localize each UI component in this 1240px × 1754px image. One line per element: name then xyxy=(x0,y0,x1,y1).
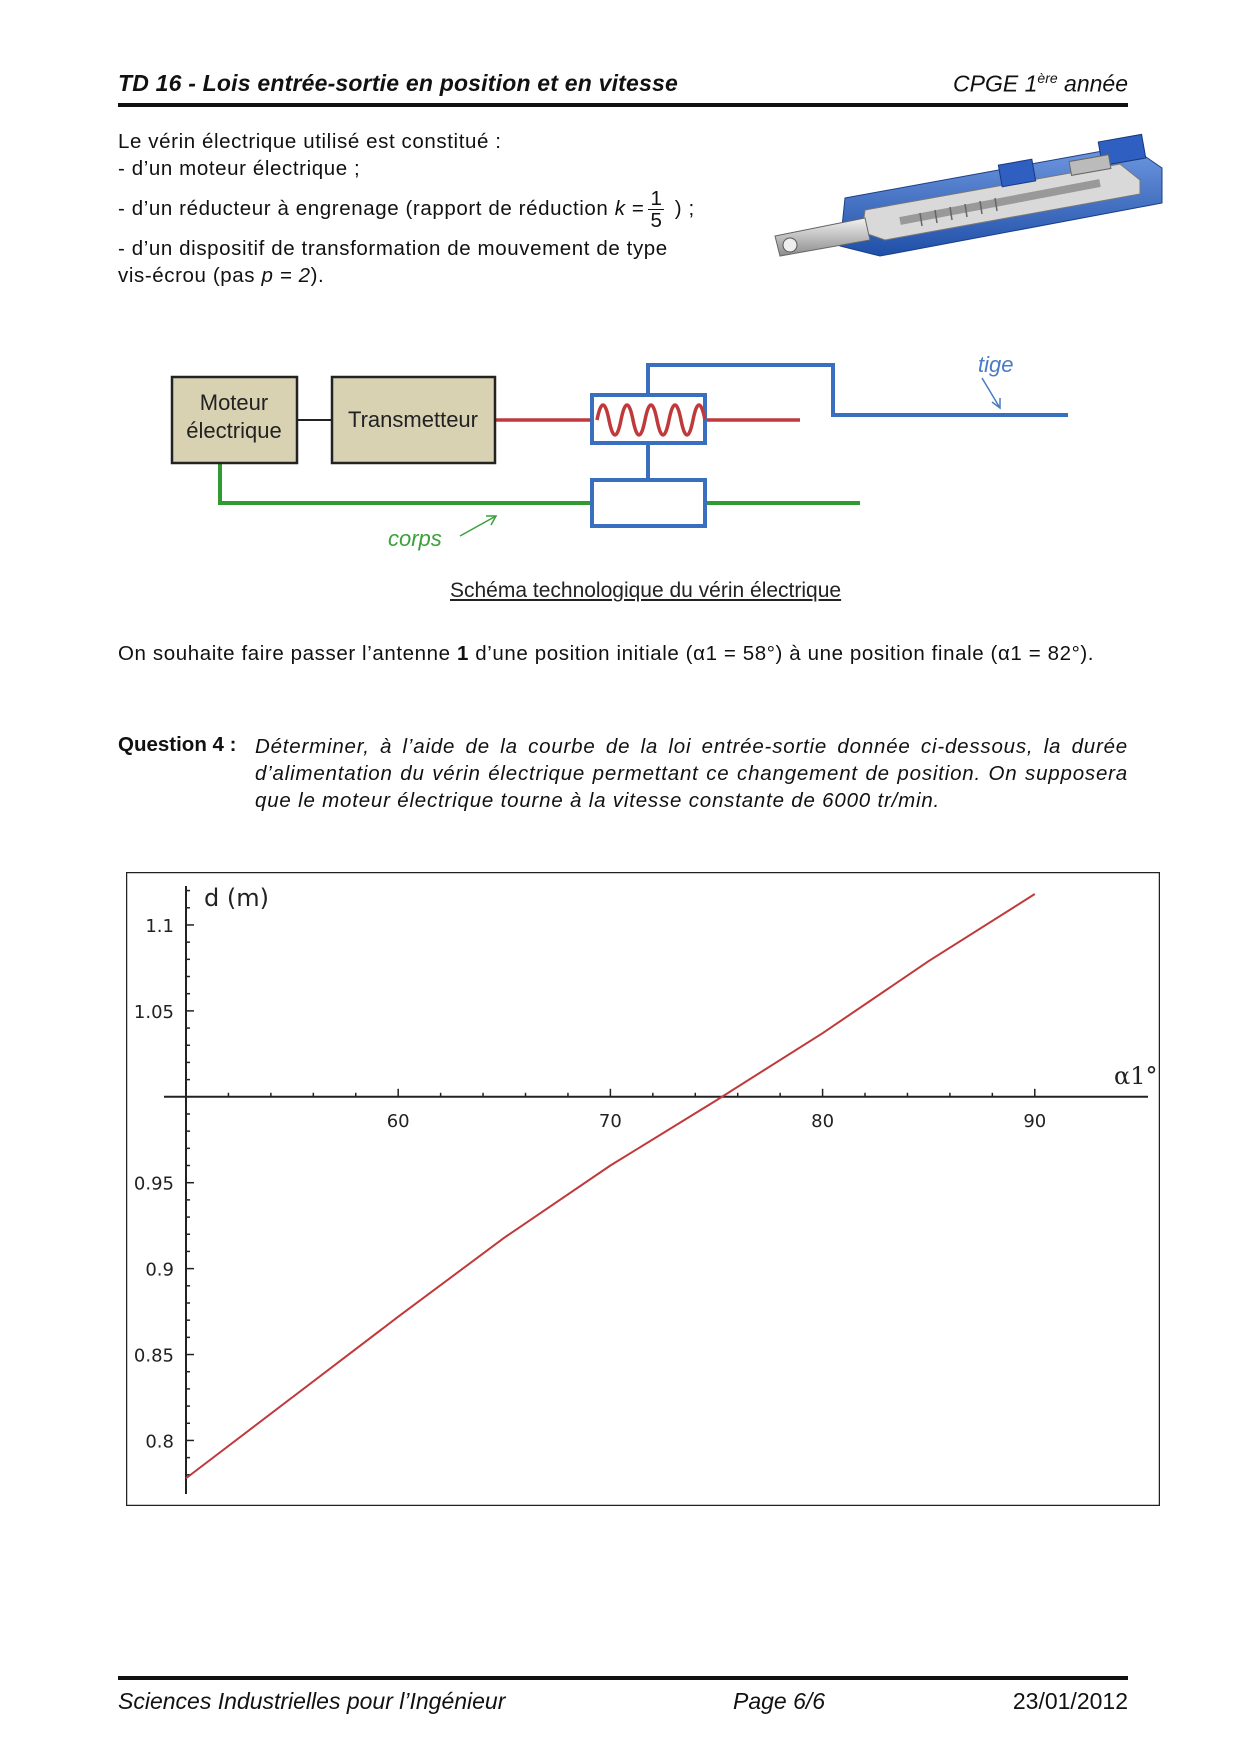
footer-page: Page 6/6 xyxy=(733,1688,826,1714)
question-label: Question 4 : xyxy=(118,733,237,756)
p2-mid: d’une position initiale ( xyxy=(475,642,694,665)
class-sup: ère xyxy=(1037,70,1058,86)
positions-paragraph xyxy=(118,640,1128,667)
body-arrow xyxy=(460,516,496,536)
rod-label: tige xyxy=(978,352,1014,377)
final-position: α1 = 82° xyxy=(997,642,1081,665)
p2-end: ). xyxy=(1080,642,1095,665)
pitch-expression: p = 2 xyxy=(261,264,311,287)
rod-arrowhead xyxy=(992,398,1000,408)
technological-schematic xyxy=(160,350,1100,610)
schematic-caption: Schéma technologique du vérin électrique xyxy=(450,579,842,602)
p2-start: On souhaite faire passer l’antenne xyxy=(118,642,451,665)
x-tick-label: 60 xyxy=(386,1110,410,1132)
intro-line-2: - d’un moteur électrique ; xyxy=(118,157,361,180)
initial-position: α1 = 58° xyxy=(693,642,776,665)
x-tick-label: 90 xyxy=(1023,1110,1047,1132)
body-line xyxy=(220,463,860,503)
x-axis-label: α1° xyxy=(1114,1062,1158,1090)
y-tick-label: 0.85 xyxy=(133,1345,174,1367)
intro-block xyxy=(118,128,758,289)
y-tick-label: 0.8 xyxy=(145,1431,174,1453)
fraction-numerator: 1 xyxy=(650,187,663,210)
k-variable: k xyxy=(614,196,626,220)
intro-line-1: Le vérin électrique utilisé est constitué : xyxy=(118,130,502,153)
y-axis-label: d (m) xyxy=(204,884,269,912)
document-title: TD 16 - Lois entrée-sortie en position et en vitesse xyxy=(118,70,678,96)
motor-label-1: Moteur xyxy=(199,390,269,415)
intro-line-3-start: - d’un réducteur à engrenage (rapport de réduction xyxy=(118,196,609,220)
transmitter-label: Transmetteur xyxy=(347,407,479,432)
equals-sign: = xyxy=(631,196,645,220)
class-suffix: année xyxy=(1057,70,1128,97)
chart-frame xyxy=(126,872,1160,1506)
actuator-cutaway-image xyxy=(770,128,1190,278)
intro-line-5-end: ). xyxy=(310,264,325,287)
motor-label-2: électrique xyxy=(186,418,282,443)
guide-box xyxy=(592,480,705,526)
p2-mid2: ) à une position finale ( xyxy=(775,642,998,665)
class-level xyxy=(953,70,1128,98)
intro-line-4: - d’un dispositif de transformation de mouvement de type xyxy=(118,237,668,260)
intro-line-5-start: vis-écrou (pas xyxy=(118,264,256,287)
body-label: corps xyxy=(388,526,442,551)
x-tick-label: 80 xyxy=(811,1110,835,1132)
y-tick-label: 0.9 xyxy=(145,1259,174,1281)
antenna-number: 1 xyxy=(456,642,469,665)
reduction-fraction xyxy=(648,188,664,231)
intro-line-3-end: ) ; xyxy=(674,196,695,220)
y-tick-label: 1.1 xyxy=(145,915,174,937)
header-rule xyxy=(118,103,1128,107)
question-text: Déterminer, à l’aide de la courbe de la loi entrée-sortie donnée ci-dessous, la durée d’alimentation du vérin électrique permettant ce changement de position. On supposera que le moteur électrique tourne à la vitesse constante de 6000 tr/min. xyxy=(255,735,1128,812)
intro-line-3 xyxy=(118,188,758,231)
rod-arrow xyxy=(982,378,1000,408)
fraction-denominator: 5 xyxy=(650,209,663,232)
class-prefix: CPGE 1 xyxy=(953,70,1038,97)
y-tick-label: 1.05 xyxy=(133,1001,174,1023)
input-output-chart xyxy=(126,872,1160,1506)
intro-line-5 xyxy=(118,262,758,289)
footer-date: 23/01/2012 xyxy=(1012,1688,1128,1714)
footer-subject: Sciences Industrielles pour l’Ingénieur xyxy=(118,1688,506,1714)
y-tick-label: 0.95 xyxy=(133,1173,174,1195)
footer-rule xyxy=(118,1676,1128,1680)
x-tick-label: 70 xyxy=(598,1110,622,1132)
